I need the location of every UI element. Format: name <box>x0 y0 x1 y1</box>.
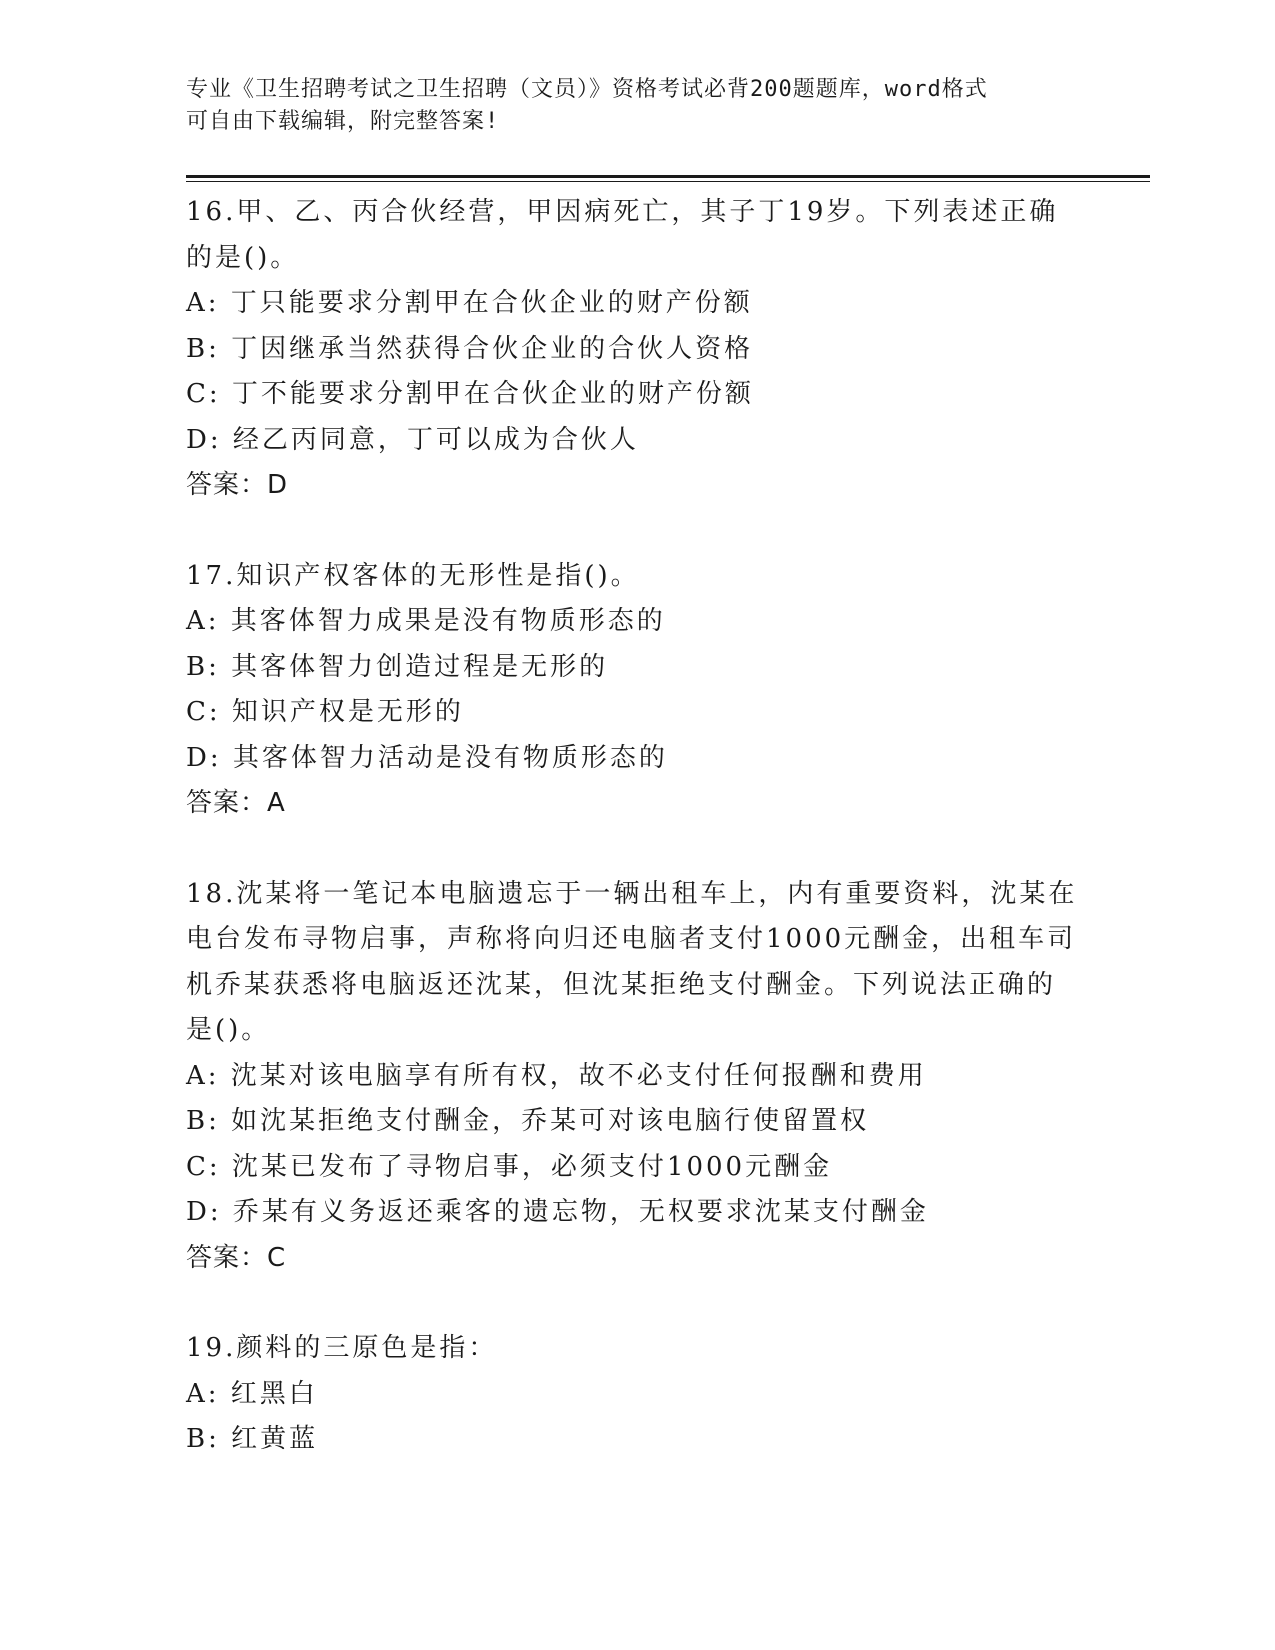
question-stem-line: 16.甲、乙、丙合伙经营，甲因病死亡，其子丁19岁。下列表述正确 <box>186 197 1059 227</box>
question-17 <box>186 554 1086 827</box>
answer-option-B: B: 如沈某拒绝支付酬金，乔某可对该电脑行使留置权 <box>186 1106 870 1136</box>
question-stem-line: 机乔某获悉将电脑返还沈某，但沈某拒绝支付酬金。下列说法正确的 <box>186 969 1057 1000</box>
answer-option-C: C: 丁不能要求分割甲在合伙企业的财产份额 <box>186 379 754 409</box>
question-16 <box>186 190 1086 509</box>
header-divider-thin <box>186 181 1150 182</box>
question-stem-line: 是()。 <box>186 1015 271 1045</box>
answer-option-B: B: 丁因继承当然获得合伙企业的合伙人资格 <box>186 333 754 364</box>
answer-option-D: D: 其客体智力活动是没有物质形态的 <box>186 742 668 773</box>
answer-option-A: A: 沈某对该电脑享有所有权，故不必支付任何报酬和费用 <box>186 1060 927 1091</box>
document-header <box>186 74 1066 138</box>
answer-option-B: B: 其客体智力创造过程是无形的 <box>186 651 609 682</box>
answer-option-C: C: 沈某已发布了寻物启事，必须支付1000元酬金 <box>186 1151 833 1182</box>
question-stem-line: 19.颜料的三原色是指： <box>186 1333 498 1363</box>
answer-key: 答案：C <box>186 1242 287 1273</box>
question-19 <box>186 1326 1086 1463</box>
header-title-line-2: 可自由下载编辑，附完整答案! <box>186 109 500 134</box>
question-stem-line: 17.知识产权客体的无形性是指()。 <box>186 560 640 591</box>
question-stem-line: 18.沈某将一笔记本电脑遗忘于一辆出租车上，内有重要资料，沈某在 <box>186 878 1078 909</box>
answer-option-A: A: 红黑白 <box>186 1378 318 1409</box>
answer-option-A: A: 其客体智力成果是没有物质形态的 <box>186 606 666 636</box>
answer-option-A: A: 丁只能要求分割甲在合伙企业的财产份额 <box>186 288 753 318</box>
answer-option-C: C: 知识产权是无形的 <box>186 697 464 727</box>
answer-option-B: B: 红黄蓝 <box>186 1424 319 1454</box>
question-18 <box>186 872 1086 1282</box>
question-list <box>186 190 1086 1508</box>
question-stem-line: 的是()。 <box>186 242 300 273</box>
answer-key: 答案：A <box>186 788 286 818</box>
answer-option-D: D: 乔某有义务返还乘客的遗忘物，无权要求沈某支付酬金 <box>186 1197 929 1227</box>
answer-option-D: D: 经乙丙同意，丁可以成为合伙人 <box>186 424 639 455</box>
header-title-line-1: 专业《卫生招聘考试之卫生招聘（文员）》资格考试必背200题题库，word格式 <box>186 77 988 102</box>
answer-key: 答案：D <box>186 470 289 500</box>
question-stem-line: 电台发布寻物启事，声称将向归还电脑者支付1000元酬金，出租车司 <box>186 924 1077 954</box>
header-divider-thick <box>186 175 1150 178</box>
